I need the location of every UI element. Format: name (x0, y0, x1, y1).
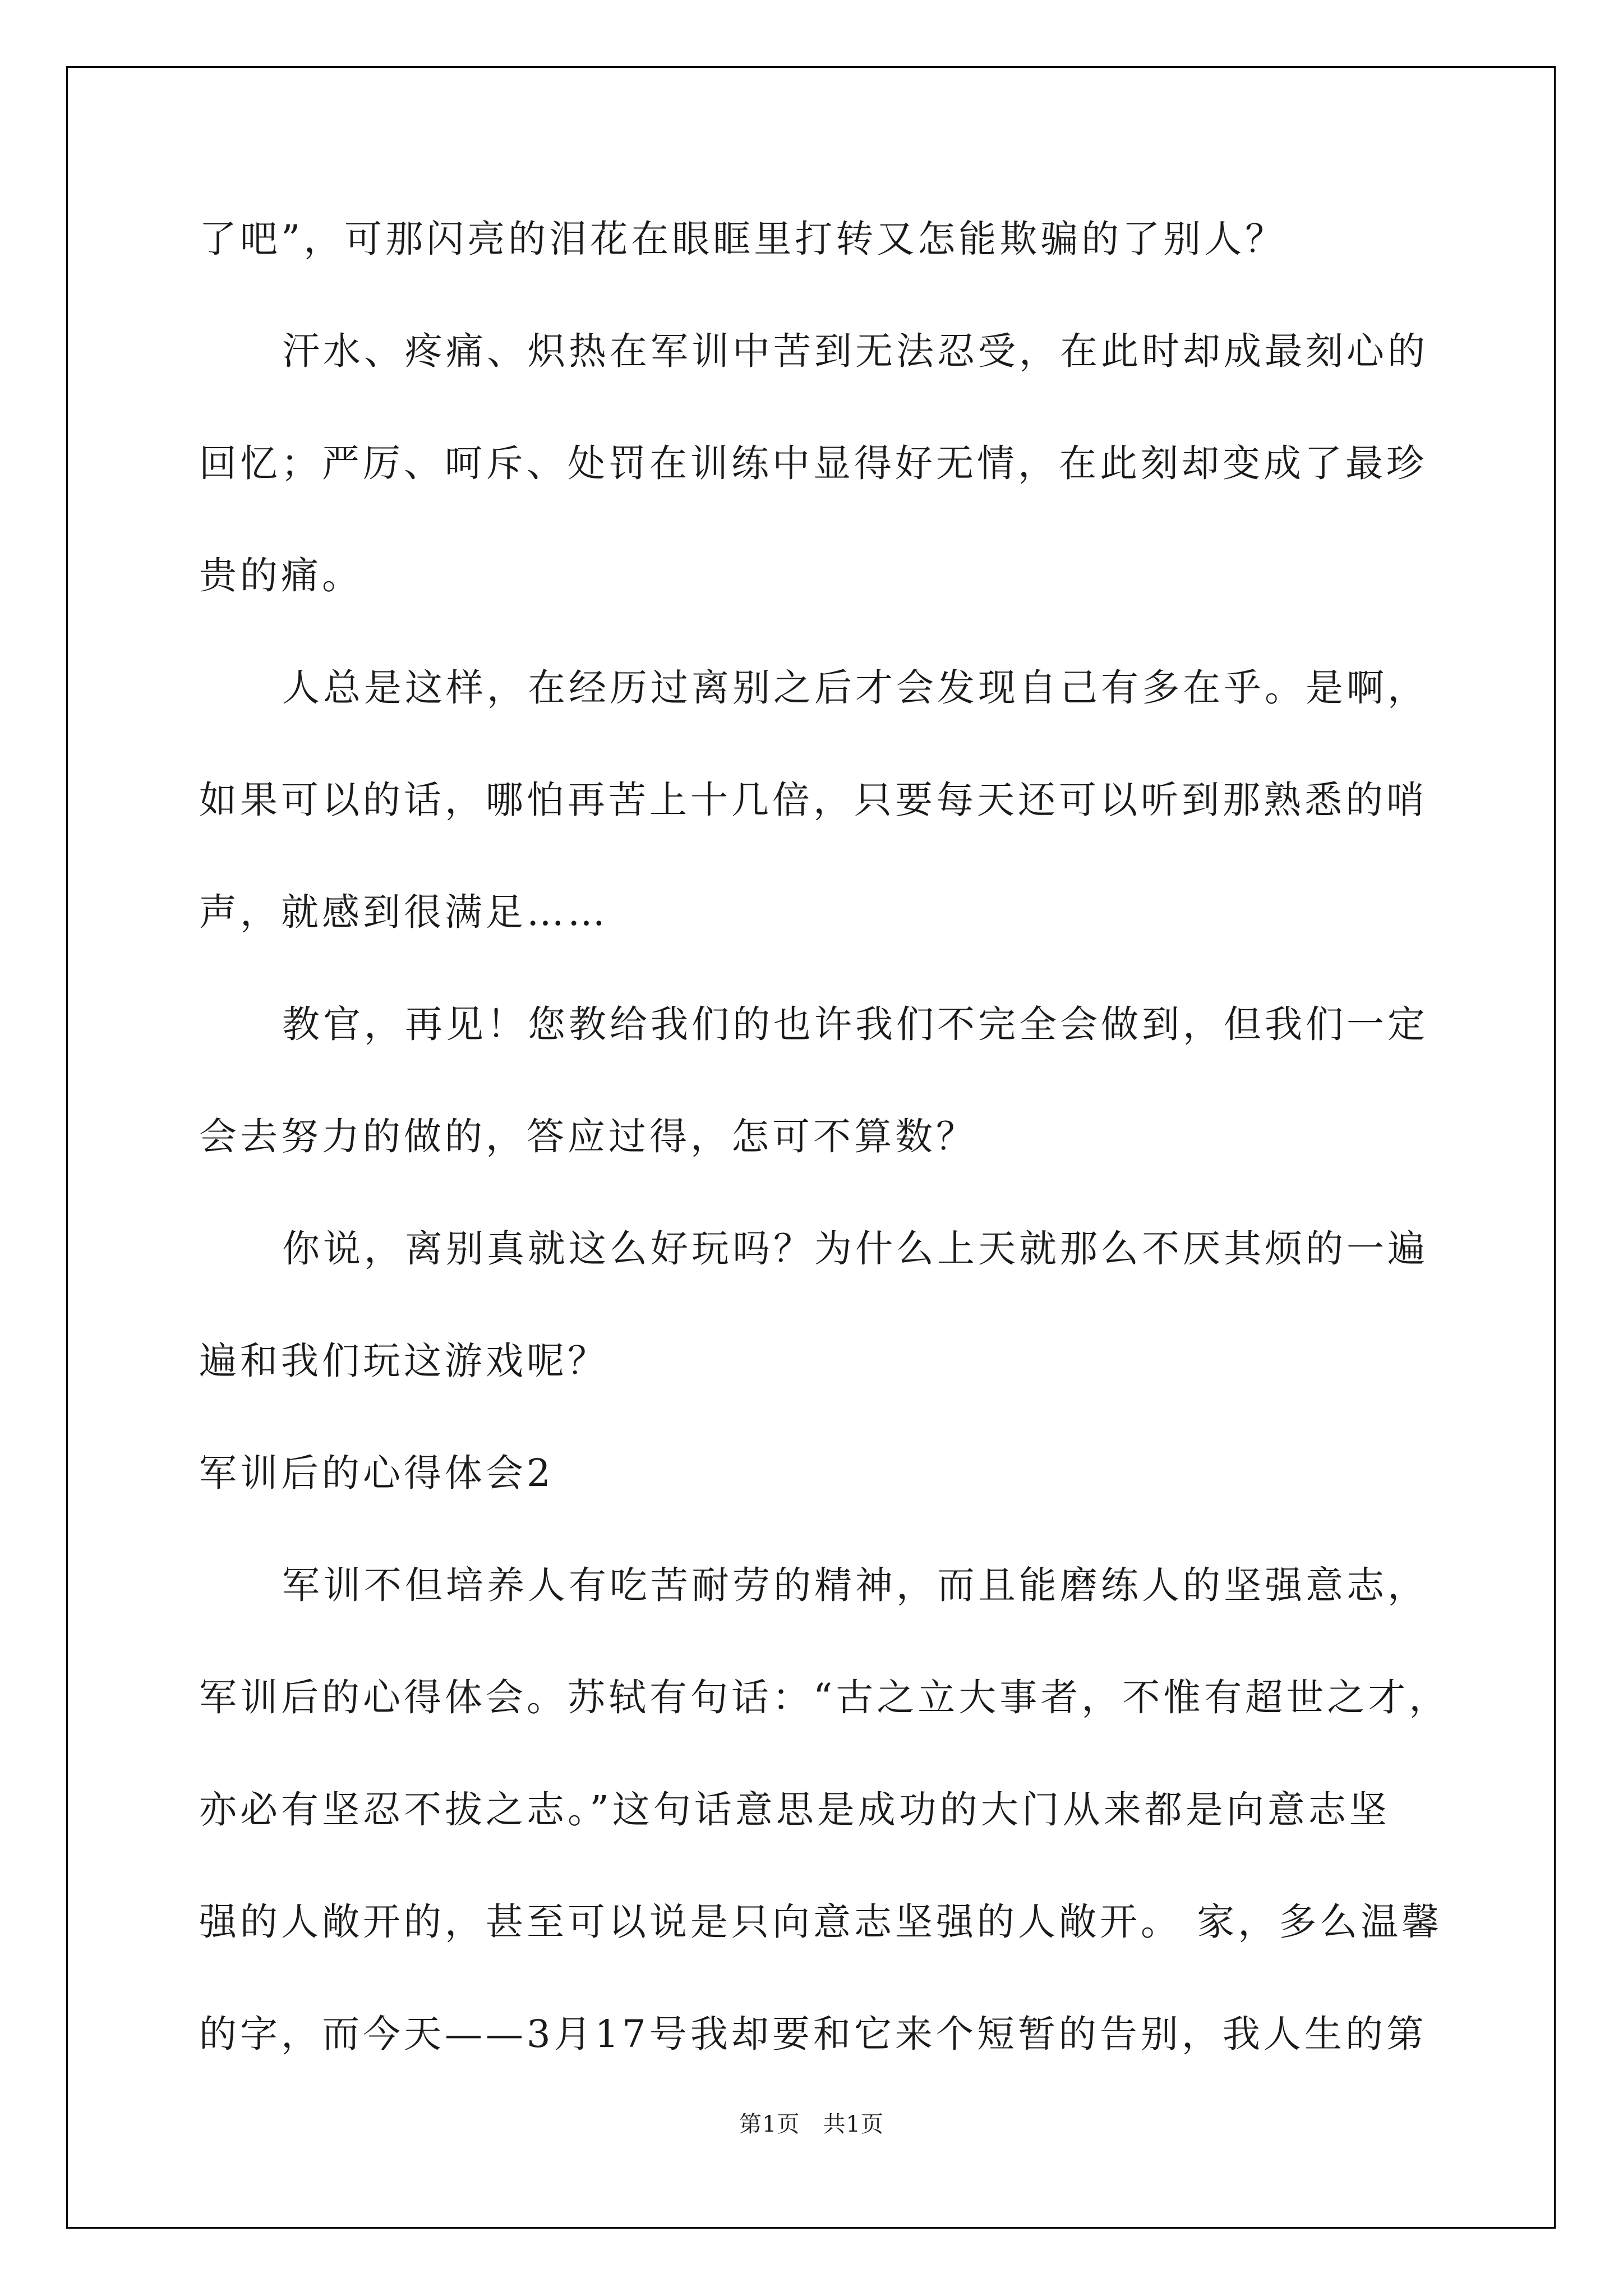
text-line-6: 如果可以的话，哪怕再苦上十几倍，只要每天还可以听到那熟悉的哨 (199, 778, 1427, 822)
text-line-8: 教官，再见！您教给我们的也许我们不完全会做到，但我们一定 (282, 1002, 1428, 1046)
page-footer: 第1页 共1页 (739, 2111, 884, 2137)
text-line-15: 亦必有坚忍不拔之志。”这句话意思是成功的大门从来都是向意志坚 (199, 1788, 1390, 1832)
text-line-9: 会去努力的做的，答应过得，怎可不算数？ (199, 1115, 977, 1158)
text-line-14: 军训后的心得体会。苏轼有句话：“古之立大事者，不惟有超世之才， (199, 1676, 1450, 1719)
text-line-13: 军训不但培养人有吃苦耐劳的精神，而且能磨练人的坚强意志， (282, 1563, 1428, 1607)
text-line-1: 了吧”，可那闪亮的泪花在眼眶里打转又怎能欺骗的了别人？ (199, 217, 1287, 261)
text-line-4: 贵的痛。 (199, 554, 363, 597)
section-heading: 军训后的心得体会2 (199, 1451, 554, 1495)
text-line-10: 你说，离别真就这么好玩吗？为什么上天就那么不厌其烦的一遍 (282, 1227, 1428, 1271)
text-line-5: 人总是这样，在经历过离别之后才会发现自己有多在乎。是啊， (282, 666, 1428, 710)
text-line-3: 回忆；严厉、呵斥、处罚在训练中显得好无情，在此刻却变成了最珍 (199, 441, 1427, 485)
text-line-2: 汗水、疼痛、炽热在军训中苦到无法忍受，在此时却成最刻心的 (282, 329, 1428, 373)
text-line-11: 遍和我们玩这游戏呢？ (199, 1339, 608, 1383)
text-line-16: 强的人敞开的，甚至可以说是只向意志坚强的人敞开。 家，多么温馨 (199, 1900, 1443, 1944)
text-line-7: 声，就感到很满足…… (199, 890, 608, 934)
text-line-17: 的字，而今天——3月17号我却要和它来个短暂的告别，我人生的第 (199, 2012, 1427, 2056)
